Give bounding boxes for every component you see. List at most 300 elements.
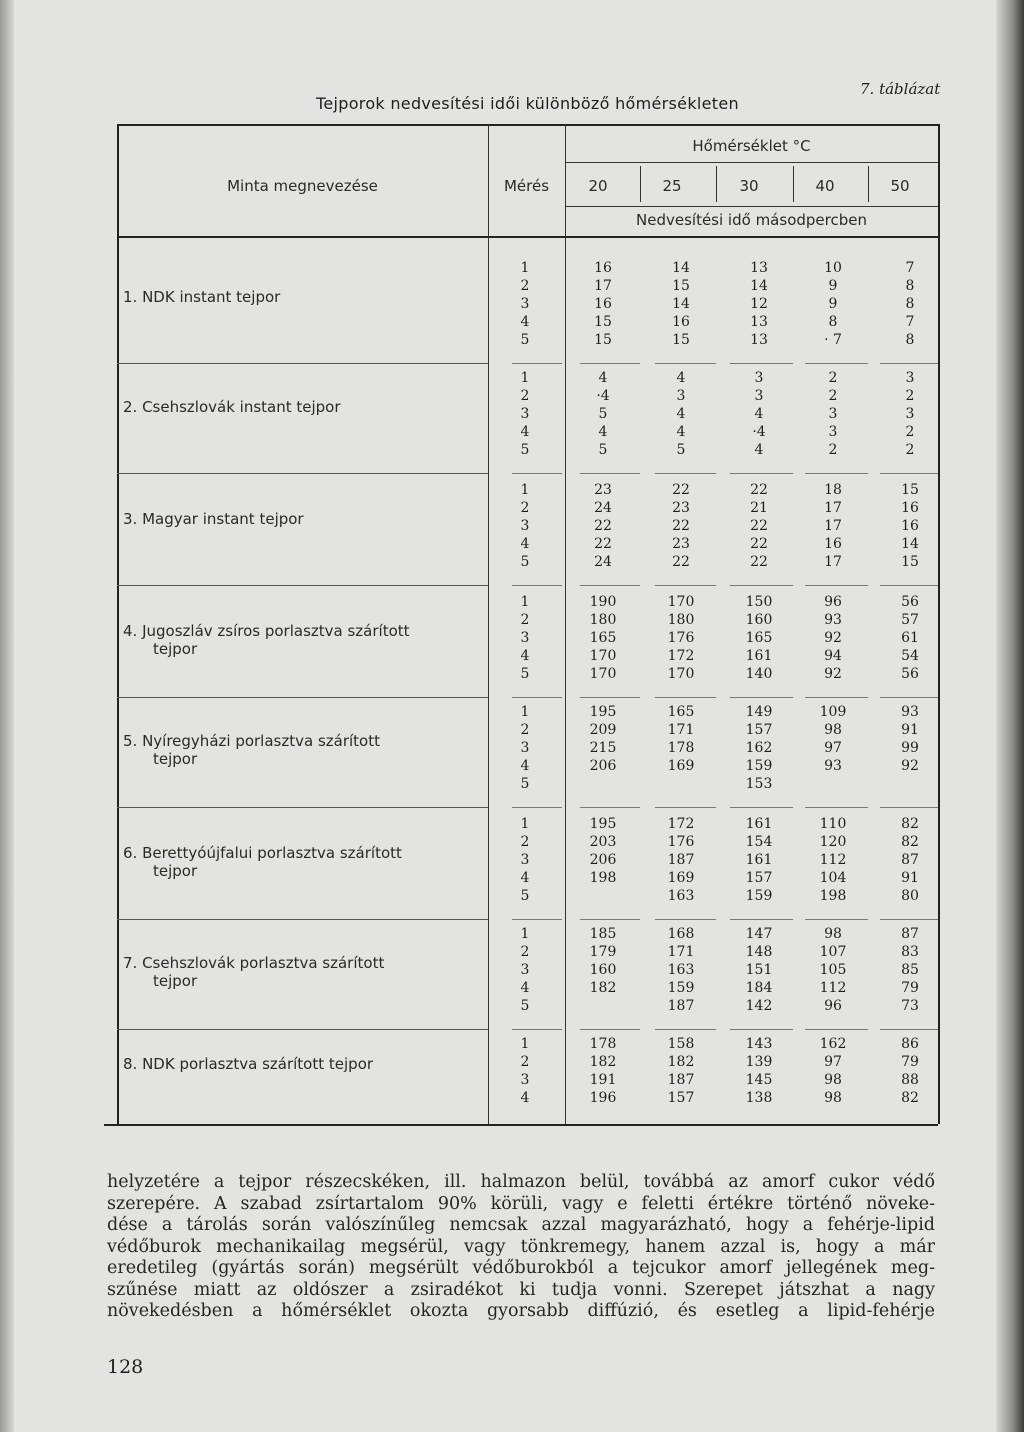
value-cell: 92 (824, 666, 842, 682)
value-cell: 93 (824, 758, 842, 774)
value-cell: 149 (745, 704, 773, 720)
group-separator-mres (512, 363, 562, 364)
value-cell: 182 (589, 980, 617, 996)
measurement-number: 3 (520, 740, 530, 756)
value-cell: 178 (589, 1036, 617, 1052)
value-cell: 85 (901, 962, 919, 978)
value-cell: 3 (676, 388, 686, 404)
value-cell: 14 (672, 296, 690, 312)
body-line-7: növekedésben a hőmérséklet okozta gyorsabb diffúzió, és esetleg a lipid-fehérje (107, 1301, 935, 1321)
value-cell: 160 (745, 612, 773, 628)
temp-header-50: 50 (890, 177, 910, 195)
group-separator-value (655, 473, 716, 474)
value-cell: 8 (905, 332, 915, 348)
value-cell: 2 (828, 388, 838, 404)
value-cell: 187 (667, 998, 695, 1014)
value-cell: 169 (667, 870, 695, 886)
value-cell: 87 (901, 852, 919, 868)
value-cell: 13 (750, 260, 768, 276)
value-cell: 2 (828, 370, 838, 386)
value-cell: 16 (594, 260, 612, 276)
value-cell: 170 (589, 666, 617, 682)
value-cell: 206 (589, 852, 617, 868)
value-cell: 4 (754, 406, 764, 422)
group-separator-value (580, 473, 640, 474)
measurement-number: 3 (520, 630, 530, 646)
value-cell: 3 (754, 388, 764, 404)
group-separator-value (655, 1029, 716, 1030)
measurement-number: 3 (520, 962, 530, 978)
measurement-number: 1 (520, 704, 530, 720)
value-cell: 165 (667, 704, 695, 720)
sample-name-2: 2. Csehszlovák instant tejpor (123, 398, 341, 416)
value-cell: 79 (901, 980, 919, 996)
measurement-number: 1 (520, 816, 530, 832)
value-cell: 7 (905, 260, 915, 276)
temperature-header: Hőmérséklet °C (692, 137, 811, 155)
value-cell: 203 (589, 834, 617, 850)
value-cell: 151 (745, 962, 773, 978)
measurement-number: 2 (520, 722, 530, 738)
value-cell: 17 (824, 500, 842, 516)
group-separator-value (655, 585, 716, 586)
value-cell: 191 (589, 1072, 617, 1088)
group-separator-value (730, 807, 793, 808)
table-number-label: 7. táblázat (860, 80, 941, 98)
value-cell: 176 (667, 834, 695, 850)
value-cell: 105 (819, 962, 847, 978)
measurement-number: 4 (520, 314, 530, 330)
value-cell: 110 (819, 816, 847, 832)
value-cell: 195 (589, 816, 617, 832)
body-paragraph (107, 1172, 935, 1323)
group-separator-value (880, 697, 938, 698)
group-separator-value (655, 697, 716, 698)
temps-header-rule (565, 206, 938, 207)
group-separator-value (580, 585, 640, 586)
value-cell: 15 (901, 482, 919, 498)
value-cell: 171 (667, 722, 695, 738)
value-cell: 3 (754, 370, 764, 386)
value-cell: 109 (819, 704, 847, 720)
value-cell: 157 (745, 722, 773, 738)
value-cell: 98 (824, 1090, 842, 1106)
value-cell: 97 (824, 1054, 842, 1070)
group-separator-value (805, 807, 868, 808)
value-cell: 99 (901, 740, 919, 756)
value-cell: 24 (594, 554, 612, 570)
measurement-number: 4 (520, 648, 530, 664)
value-cell: 86 (901, 1036, 919, 1052)
value-cell: 8 (905, 278, 915, 294)
measurement-number: 3 (520, 406, 530, 422)
value-cell: 22 (594, 536, 612, 552)
value-cell: 139 (745, 1054, 773, 1070)
group-separator-value (580, 363, 640, 364)
value-cell: 161 (745, 648, 773, 664)
value-cell: 98 (824, 926, 842, 942)
header-bottom-rule (117, 236, 938, 238)
value-cell: 180 (589, 612, 617, 628)
value-cell: 83 (901, 944, 919, 960)
value-cell: 198 (819, 888, 847, 904)
value-cell: 98 (824, 722, 842, 738)
group-separator-value (580, 1029, 640, 1030)
value-cell: 170 (667, 666, 695, 682)
value-cell: ·4 (752, 424, 766, 440)
group-separator-left (117, 473, 488, 474)
group-separator-left (117, 697, 488, 698)
value-cell: 104 (819, 870, 847, 886)
value-cell: 172 (667, 816, 695, 832)
group-separator-left (117, 363, 488, 364)
measurement-number: 3 (520, 296, 530, 312)
value-cell: 10 (824, 260, 842, 276)
value-cell: 150 (745, 594, 773, 610)
value-cell: 96 (824, 594, 842, 610)
value-cell: 73 (901, 998, 919, 1014)
value-cell: 17 (824, 554, 842, 570)
temp-header-30: 30 (739, 177, 759, 195)
temp-header-20: 20 (588, 177, 608, 195)
value-cell: 180 (667, 612, 695, 628)
value-cell: 4 (676, 406, 686, 422)
measurement-number: 4 (520, 870, 530, 886)
book-spine-shadow-right (996, 0, 1024, 1432)
value-cell: 159 (745, 888, 773, 904)
measurement-number: 5 (520, 332, 530, 348)
group-separator-value (805, 919, 868, 920)
value-cell: 16 (594, 296, 612, 312)
value-cell: 176 (667, 630, 695, 646)
value-cell: 182 (589, 1054, 617, 1070)
value-cell: 8 (905, 296, 915, 312)
sample-name-8: 8. NDK porlasztva szárított tejpor (123, 1055, 374, 1073)
value-cell: 171 (667, 944, 695, 960)
value-cell: 147 (745, 926, 773, 942)
value-cell: 168 (667, 926, 695, 942)
value-cell: 14 (672, 260, 690, 276)
measurement-number: 3 (520, 852, 530, 868)
value-cell: 2 (905, 424, 915, 440)
value-cell: 5 (598, 442, 608, 458)
value-cell: 198 (589, 870, 617, 886)
value-cell: 79 (901, 1054, 919, 1070)
value-cell: 24 (594, 500, 612, 516)
value-cell: 209 (589, 722, 617, 738)
group-separator-value (880, 1029, 938, 1030)
value-cell: 7 (905, 314, 915, 330)
value-cell: 82 (901, 834, 919, 850)
value-cell: 4 (598, 370, 608, 386)
value-cell: 153 (745, 776, 773, 792)
value-cell: 22 (750, 536, 768, 552)
measurement-number: 5 (520, 888, 530, 904)
body-line-1: helyzetére a tejpor részecskéken, ill. halmazon belül, továbbá az amorf cukor védő (107, 1172, 935, 1192)
group-separator-value (805, 1029, 868, 1030)
value-cell: 54 (901, 648, 919, 664)
measurement-number: 3 (520, 1072, 530, 1088)
value-cell: 15 (594, 314, 612, 330)
value-cell: 94 (824, 648, 842, 664)
page-number: 128 (107, 1356, 144, 1378)
group-separator-left (117, 1029, 488, 1030)
body-line-3: dése a tárolás során valószínűleg nemcsak azzal magyarázható, hogy a fehérje-lipid (107, 1215, 935, 1235)
group-separator-value (730, 585, 793, 586)
value-cell: 107 (819, 944, 847, 960)
book-spine-shadow-left (0, 0, 14, 1432)
group-separator-value (730, 473, 793, 474)
value-cell: 5 (598, 406, 608, 422)
values-column-border (565, 124, 566, 1124)
value-cell: 4 (754, 442, 764, 458)
value-cell: 57 (901, 612, 919, 628)
value-cell: 93 (824, 612, 842, 628)
group-separator-value (580, 697, 640, 698)
value-cell: 56 (901, 594, 919, 610)
value-cell: 4 (598, 424, 608, 440)
value-cell: 163 (667, 962, 695, 978)
measurement-number: 1 (520, 1036, 530, 1052)
value-cell: 13 (750, 314, 768, 330)
group-separator-value (880, 919, 938, 920)
measurement-number: 5 (520, 554, 530, 570)
value-cell: 61 (901, 630, 919, 646)
value-cell: 160 (589, 962, 617, 978)
group-separator-value (580, 919, 640, 920)
temp-header-40: 40 (815, 177, 835, 195)
value-cell: 22 (672, 554, 690, 570)
group-separator-value (655, 363, 716, 364)
value-cell: 22 (672, 482, 690, 498)
measurement-number: 4 (520, 424, 530, 440)
value-cell: 98 (824, 1072, 842, 1088)
sample-name-6-cont: tejpor (153, 862, 198, 880)
value-cell: 142 (745, 998, 773, 1014)
value-cell: 82 (901, 1090, 919, 1106)
value-cell: 172 (667, 648, 695, 664)
sample-name-3: 3. Magyar instant tejpor (123, 510, 304, 528)
group-separator-value (730, 363, 793, 364)
value-cell: 87 (901, 926, 919, 942)
group-separator-value (655, 807, 716, 808)
value-cell: 23 (672, 500, 690, 516)
value-cell: 14 (901, 536, 919, 552)
value-cell: 16 (901, 518, 919, 534)
sample-name-header: Minta megnevezése (227, 177, 378, 195)
value-cell: 120 (819, 834, 847, 850)
value-cell: 3 (828, 406, 838, 422)
group-separator-value (655, 919, 716, 920)
value-cell: 3 (828, 424, 838, 440)
group-separator-value (730, 1029, 793, 1030)
value-cell: 5 (676, 442, 686, 458)
measurement-number: 1 (520, 594, 530, 610)
value-cell: 23 (672, 536, 690, 552)
value-cell: 8 (828, 314, 838, 330)
value-cell: 88 (901, 1072, 919, 1088)
value-cell: 92 (901, 758, 919, 774)
measurement-number: 1 (520, 260, 530, 276)
group-separator-value (730, 919, 793, 920)
group-separator-value (580, 807, 640, 808)
value-cell: 143 (745, 1036, 773, 1052)
group-separator-value (805, 363, 868, 364)
value-cell: 195 (589, 704, 617, 720)
body-line-2: szerepére. A szabad zsírtartalom 90% körüli, vagy e feletti értékre történő növeke- (107, 1193, 935, 1214)
temperature-header-rule (565, 162, 938, 163)
value-cell: 22 (750, 518, 768, 534)
value-cell: 140 (745, 666, 773, 682)
group-separator-value (805, 697, 868, 698)
value-cell: 112 (819, 980, 847, 996)
value-cell: 4 (676, 370, 686, 386)
table-title: Tejporok nedvesítési idői különböző hőmérsékleten (316, 94, 739, 113)
sample-name-6: 6. Berettyóújfalui porlasztva szárított (123, 844, 402, 862)
value-cell: 3 (905, 370, 915, 386)
value-cell: 206 (589, 758, 617, 774)
value-cell: 4 (676, 424, 686, 440)
measurement-number: 2 (520, 278, 530, 294)
value-cell: 158 (667, 1036, 695, 1052)
sample-name-4: 4. Jugoszláv zsíros porlasztva szárított (123, 622, 410, 640)
value-cell: 170 (667, 594, 695, 610)
value-cell: ·4 (596, 388, 610, 404)
group-separator-value (880, 585, 938, 586)
group-separator-value (880, 807, 938, 808)
value-cell: 154 (745, 834, 773, 850)
value-cell: 15 (594, 332, 612, 348)
table-bottom-rule (104, 1124, 938, 1126)
group-separator-left (117, 807, 488, 808)
sample-name-1: 1. NDK instant tejpor (123, 288, 281, 306)
body-line-6: szűnése miatt az oldószer a zsiradékot ki tudja vonni. Szerepet játszhat a nagy (107, 1279, 935, 1300)
measurement-number: 1 (520, 482, 530, 498)
value-cell: 161 (745, 816, 773, 832)
value-cell: 15 (672, 332, 690, 348)
value-cell: 165 (589, 630, 617, 646)
sample-name-5-cont: tejpor (153, 750, 198, 768)
temp-header-25: 25 (662, 177, 682, 195)
value-cell: 15 (901, 554, 919, 570)
group-separator-value (805, 585, 868, 586)
measurement-number: 5 (520, 998, 530, 1014)
value-cell: 215 (589, 740, 617, 756)
value-cell: 13 (750, 332, 768, 348)
measurement-number: 2 (520, 388, 530, 404)
value-cell: 22 (594, 518, 612, 534)
value-cell: 179 (589, 944, 617, 960)
value-cell: 93 (901, 704, 919, 720)
measurement-number: 4 (520, 536, 530, 552)
value-cell: 82 (901, 816, 919, 832)
value-cell: 170 (589, 648, 617, 664)
value-cell: 165 (745, 630, 773, 646)
sample-name-4-cont: tejpor (153, 640, 198, 658)
value-cell: 169 (667, 758, 695, 774)
group-separator-value (880, 363, 938, 364)
sample-name-7: 7. Csehszlovák porlasztva szárított (123, 954, 385, 972)
value-cell: 91 (901, 870, 919, 886)
measurement-number: 1 (520, 370, 530, 386)
value-cell: 23 (594, 482, 612, 498)
measurement-number: 5 (520, 776, 530, 792)
value-cell: 161 (745, 852, 773, 868)
value-cell: 178 (667, 740, 695, 756)
measurement-number: 5 (520, 666, 530, 682)
value-cell: 22 (672, 518, 690, 534)
value-cell: 91 (901, 722, 919, 738)
group-separator-mres (512, 697, 562, 698)
value-cell: 80 (901, 888, 919, 904)
measurement-number: 4 (520, 1090, 530, 1106)
value-cell: 190 (589, 594, 617, 610)
group-separator-left (117, 919, 488, 920)
value-cell: 157 (667, 1090, 695, 1106)
group-separator-value (805, 473, 868, 474)
value-cell: 162 (819, 1036, 847, 1052)
value-cell: 14 (750, 278, 768, 294)
value-cell: 15 (672, 278, 690, 294)
value-cell: 16 (672, 314, 690, 330)
value-cell: 9 (828, 296, 838, 312)
group-separator-mres (512, 807, 562, 808)
value-cell: 196 (589, 1090, 617, 1106)
measurement-header: Mérés (503, 177, 550, 195)
group-separator-value (730, 697, 793, 698)
value-cell: 187 (667, 1072, 695, 1088)
value-cell: 182 (667, 1054, 695, 1070)
measurement-number: 2 (520, 944, 530, 960)
value-cell: 162 (745, 740, 773, 756)
value-cell: 18 (824, 482, 842, 498)
value-cell: 2 (828, 442, 838, 458)
value-cell: 3 (905, 406, 915, 422)
group-separator-mres (512, 1029, 562, 1030)
value-cell: 92 (824, 630, 842, 646)
body-line-4: védőburok mechanikailag megsérül, vagy tönkremegy, hanem azzal is, hogy a már (107, 1236, 935, 1257)
value-cell: 163 (667, 888, 695, 904)
group-separator-mres (512, 473, 562, 474)
measurement-number: 2 (520, 834, 530, 850)
measurement-number: 2 (520, 612, 530, 628)
value-cell: 17 (594, 278, 612, 294)
value-cell: 138 (745, 1090, 773, 1106)
value-cell: 187 (667, 852, 695, 868)
body-line-5: eredetileg (gyártás során) megsérült védőburokból a tejcukor amorf jellegének meg- (107, 1258, 935, 1278)
measurement-number: 2 (520, 500, 530, 516)
table-left-border (117, 124, 119, 1124)
value-cell: 22 (750, 554, 768, 570)
measurement-number: 4 (520, 758, 530, 774)
measurement-number: 3 (520, 518, 530, 534)
value-cell: 112 (819, 852, 847, 868)
measurement-number: 4 (520, 980, 530, 996)
value-cell: 97 (824, 740, 842, 756)
measurement-number: 1 (520, 926, 530, 942)
group-separator-mres (512, 919, 562, 920)
sample-name-5: 5. Nyíregyházi porlasztva szárított (123, 732, 380, 750)
value-cell: 159 (745, 758, 773, 774)
measurement-number: 5 (520, 442, 530, 458)
value-cell: 184 (745, 980, 773, 996)
group-separator-left (117, 585, 488, 586)
sample-name-7-cont: tejpor (153, 972, 198, 990)
value-cell: 157 (745, 870, 773, 886)
group-separator-value (880, 473, 938, 474)
value-cell: 2 (905, 442, 915, 458)
value-cell: 96 (824, 998, 842, 1014)
